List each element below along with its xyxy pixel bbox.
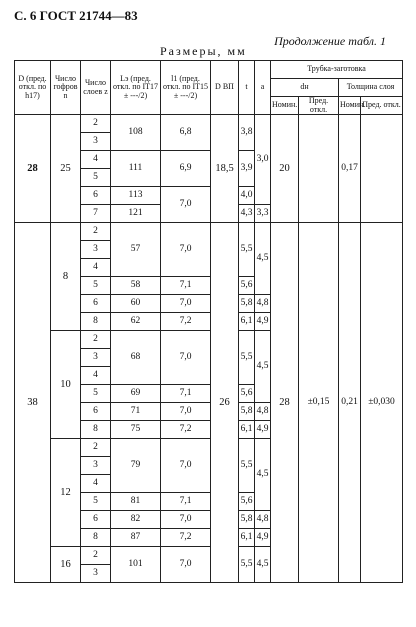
table-cell: 2 xyxy=(81,223,111,241)
table-cell: 4 xyxy=(81,259,111,277)
table-cell: 82 xyxy=(111,511,161,529)
table-cell: 6,1 xyxy=(239,421,255,439)
table-cell: 7 xyxy=(81,205,111,223)
table-cell: 79 xyxy=(111,439,161,493)
table-cell: 69 xyxy=(111,385,161,403)
table-cell: 5,6 xyxy=(239,493,255,511)
table-cell: 7,2 xyxy=(161,313,211,331)
d-38: 38 xyxy=(15,223,51,583)
table-cell: 4,8 xyxy=(255,511,271,529)
col-dvp: D ВП xyxy=(211,61,239,115)
table-cell: 5,5 xyxy=(239,331,255,385)
table-cell: 7,2 xyxy=(161,529,211,547)
table-cell xyxy=(361,115,403,223)
table-cell: 5,5 xyxy=(239,223,255,277)
table-cell: 6 xyxy=(81,295,111,313)
table-cell: 4,5 xyxy=(255,223,271,295)
table-cell: 4 xyxy=(81,367,111,385)
thick-tol: ±0,030 xyxy=(361,223,403,583)
n-12: 12 xyxy=(51,439,81,547)
table-cell: 58 xyxy=(111,277,161,295)
table-cell: 7,1 xyxy=(161,277,211,295)
table-cell: 7,0 xyxy=(161,331,211,385)
n-10: 10 xyxy=(51,331,81,439)
table-cell: 5 xyxy=(81,385,111,403)
dn-38: 28 xyxy=(271,223,299,583)
table-cell: 7,0 xyxy=(161,187,211,223)
table-cell: 7,0 xyxy=(161,223,211,277)
table-cell: 5 xyxy=(81,277,111,295)
table-cell: 4 xyxy=(81,151,111,169)
table-cell: 6,8 xyxy=(161,115,211,151)
table-cell: 113 xyxy=(111,187,161,205)
col-blank: Трубка-заготовка xyxy=(271,61,403,79)
table-cell: 3 xyxy=(81,241,111,259)
table-cell: 4,5 xyxy=(255,439,271,511)
col-L: Lэ (пред. откл. по IT17 ± ---/2) xyxy=(111,61,161,115)
thick-28: 0,17 xyxy=(339,115,361,223)
n-8: 8 xyxy=(51,223,81,331)
col-n: Число гофров n xyxy=(51,61,81,115)
table-cell: 4,8 xyxy=(255,295,271,313)
col-pred2: Пред. откл. xyxy=(361,97,403,115)
table-cell: 7,1 xyxy=(161,385,211,403)
table-cell: 5,8 xyxy=(239,403,255,421)
table-cell: 7,0 xyxy=(161,511,211,529)
table-cell: 101 xyxy=(111,547,161,583)
table-cell: 5,5 xyxy=(239,439,255,493)
table-cell: 7,2 xyxy=(161,421,211,439)
table-cell: 7,0 xyxy=(161,547,211,583)
table-cell: 3 xyxy=(81,457,111,475)
table-cell: 4,5 xyxy=(255,331,271,403)
col-dn: dн xyxy=(271,79,339,97)
table-cell: 71 xyxy=(111,403,161,421)
n-25: 25 xyxy=(51,115,81,223)
table-cell: 4,5 xyxy=(255,547,271,583)
table-cell: 3 xyxy=(81,565,111,583)
table-cell: 3 xyxy=(81,133,111,151)
table-cell: 57 xyxy=(111,223,161,277)
table-cell: 4,0 xyxy=(239,187,255,205)
table-cell: 4,9 xyxy=(255,421,271,439)
table-cell: 6 xyxy=(81,403,111,421)
table-cell: 121 xyxy=(111,205,161,223)
table-cell: 62 xyxy=(111,313,161,331)
dvp-38: 26 xyxy=(211,223,239,583)
table-cell: 108 xyxy=(111,115,161,151)
col-thick: Толщина слоя xyxy=(339,79,403,97)
table-cell: 3 xyxy=(81,349,111,367)
table-cell: 81 xyxy=(111,493,161,511)
table-cell: 4,9 xyxy=(255,529,271,547)
col-a: a xyxy=(255,61,271,115)
table-cell: 87 xyxy=(111,529,161,547)
table-cell: 5,5 xyxy=(239,547,255,583)
table-cell: 5,6 xyxy=(239,277,255,295)
table-cell: 5 xyxy=(81,169,111,187)
dimensions-table xyxy=(14,60,403,583)
table-cell: 2 xyxy=(81,547,111,565)
table-cell: 3,8 xyxy=(239,115,255,151)
col-nom: Номин. xyxy=(271,97,299,115)
table-cell: 3,3 xyxy=(255,205,271,223)
table-cell: 4,3 xyxy=(239,205,255,223)
col-l: l1 (пред. откл. по IT15 ± ---/2) xyxy=(161,61,211,115)
table-cell: 6 xyxy=(81,187,111,205)
a-28: 3,0 xyxy=(255,115,271,205)
col-z: Число слоев z xyxy=(81,61,111,115)
table-cell: 6 xyxy=(81,511,111,529)
table-cell: 2 xyxy=(81,331,111,349)
table-cell: 6,1 xyxy=(239,313,255,331)
table-cell: 111 xyxy=(111,151,161,187)
dn-tol: ±0,15 xyxy=(299,223,339,583)
table-cell: 6,9 xyxy=(161,151,211,187)
table-cell: 5,8 xyxy=(239,511,255,529)
col-D: D (пред. откл. по h17) xyxy=(15,61,51,115)
table-cell: 7,1 xyxy=(161,493,211,511)
page-header: С. 6 ГОСТ 21744—83 xyxy=(14,8,138,23)
table-cell: 7,0 xyxy=(161,295,211,313)
table-cell: 6,1 xyxy=(239,529,255,547)
table-cell xyxy=(299,115,339,223)
table-cell: 8 xyxy=(81,313,111,331)
thick-38: 0,21 xyxy=(339,223,361,583)
table-cell: 2 xyxy=(81,439,111,457)
table-cell: 5,8 xyxy=(239,295,255,313)
table-cell: 60 xyxy=(111,295,161,313)
table-cell: 8 xyxy=(81,529,111,547)
d-28: 28 xyxy=(15,115,51,223)
col-t: t xyxy=(239,61,255,115)
dn-28: 20 xyxy=(271,115,299,223)
table-cell: 8 xyxy=(81,421,111,439)
table-cell: 3,9 xyxy=(239,151,255,187)
table-cell: 7,0 xyxy=(161,439,211,493)
table-cell: 4,8 xyxy=(255,403,271,421)
table-cell: 5 xyxy=(81,493,111,511)
table-cell: 2 xyxy=(81,115,111,133)
dvp-28: 18,5 xyxy=(211,115,239,223)
table-cell: 75 xyxy=(111,421,161,439)
table-cell: 4,9 xyxy=(255,313,271,331)
table-cell: 4 xyxy=(81,475,111,493)
n-16: 16 xyxy=(51,547,81,583)
col-nom2: Номин. xyxy=(339,97,361,115)
col-pred: Пред. откл. xyxy=(299,97,339,115)
table-cell: 7,0 xyxy=(161,403,211,421)
table-cell: 68 xyxy=(111,331,161,385)
table-cell: 5,6 xyxy=(239,385,255,403)
table-continuation: Продолжение табл. 1 xyxy=(274,34,386,48)
table-units: Размеры, мм xyxy=(160,44,247,58)
